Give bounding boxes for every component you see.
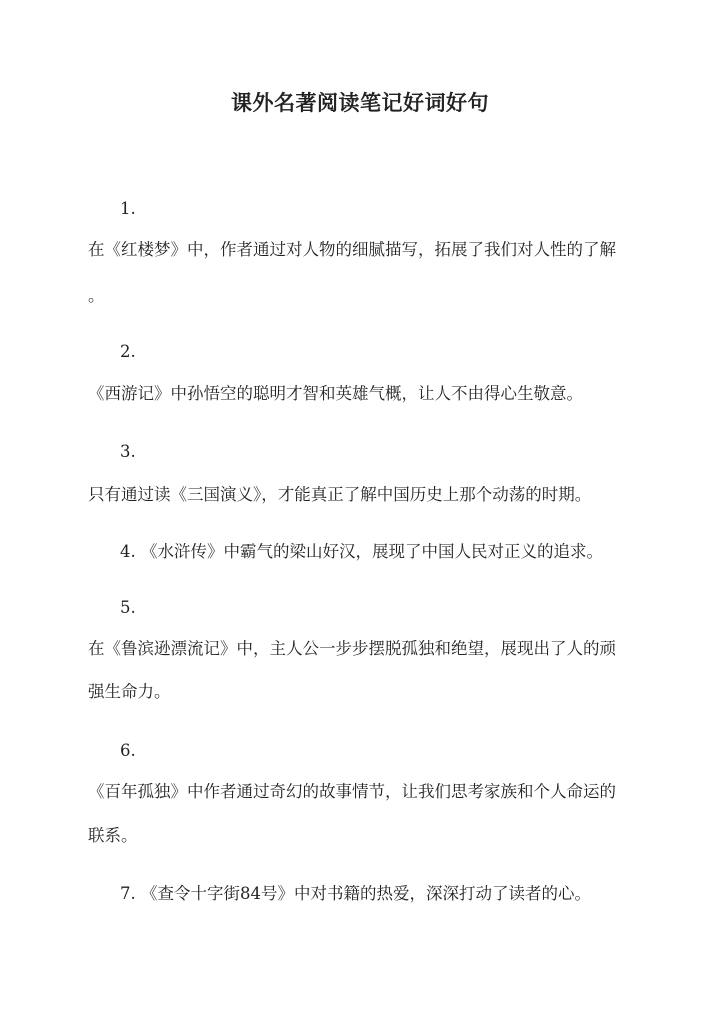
item-text-line: 只有通过读《三国演义》，才能真正了解中国历史上那个动荡的时期。 [88,485,592,504]
item-inline-text: 7. 《查令十字街84号》中对书籍的热爱，深深打动了读者的心。 [120,884,591,903]
item-text-line: 在《鲁滨逊漂流记》中，主人公一步步摆脱孤独和绝望，展现出了人的顽 [88,639,616,658]
item-number: 5. [120,598,136,617]
item-number: 6. [120,741,136,760]
item-text-line: 。 [88,286,105,305]
item-text-line: 在《红楼梦》中，作者通过对人物的细腻描写，拓展了我们对人性的了解 [88,240,616,259]
item-text-line: 《西游记》中孙悟空的聪明才智和英雄气概，让人不由得心生敬意。 [88,384,583,403]
item-inline-text: 4. 《水浒传》中霸气的梁山好汉，展现了中国人民对正义的追求。 [120,542,603,561]
item-text-line: 强生命力。 [88,682,171,701]
item-text-line: 《百年孤独》中作者通过奇幻的故事情节，让我们思考家族和个人命运的 [88,782,616,801]
item-number: 3. [120,442,136,461]
item-number: 2. [120,342,136,361]
item-text-line: 联系。 [88,826,138,845]
item-number: 1. [120,199,136,218]
document-title: 课外名著阅读笔记好词好句 [231,90,489,115]
